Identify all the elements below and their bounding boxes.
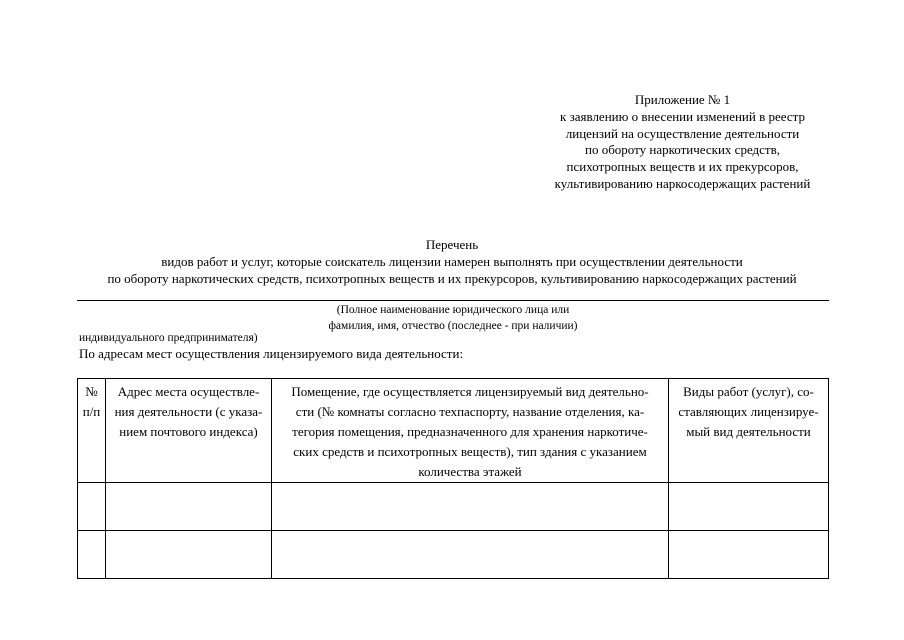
header-address <box>106 379 272 483</box>
table-cell <box>106 483 272 531</box>
header-line: Виды работ (услуг), со- <box>683 384 814 399</box>
hint-line: фамилия, имя, отчество (последнее - при наличии) <box>328 319 578 332</box>
header-line: Адрес места осуществле- <box>117 384 260 399</box>
header-line: количества этажей <box>418 464 522 479</box>
table-row <box>78 483 829 531</box>
table-cell <box>78 531 106 579</box>
title-line: видов работ и услуг, которые соискатель лицензии намерен выполнять при осуществлении деятельности <box>161 254 743 269</box>
header-line: нием почтового индекса) <box>119 424 258 439</box>
header-work-types <box>669 379 829 483</box>
header-line: ставляющих лицензируе- <box>678 404 819 419</box>
appendix-line: лицензий на осуществление деятельности <box>565 125 800 141</box>
table-cell <box>272 531 669 579</box>
addresses-label: По адресам мест осуществления лицензируемого вида деятельности: <box>79 346 464 361</box>
title-line: Перечень <box>425 237 479 252</box>
header-number <box>78 379 106 483</box>
header-line: п/п <box>82 404 101 419</box>
header-premises <box>272 379 669 483</box>
title-line: по обороту наркотических средств, психотропных веществ и их прекурсоров, культивированию наркосодержащих растений <box>107 271 797 286</box>
hint-line: (Полное наименование юридического лица или <box>336 304 570 316</box>
table-cell <box>669 531 829 579</box>
document-title <box>40 236 864 287</box>
table-cell <box>272 483 669 531</box>
table-cell <box>78 483 106 531</box>
appendix-caption <box>535 92 830 193</box>
header-line: сти (№ комнаты согласно техпаспорту, название отделения, ка- <box>295 404 645 419</box>
applicant-name-line <box>77 300 829 301</box>
header-line: тегория помещения, предназначенного для хранения наркотиче- <box>292 424 648 439</box>
hint-continuation: индивидуального предпринимателя) <box>79 332 258 344</box>
header-line: Помещение, где осуществляется лицензируемый вид деятельно- <box>291 384 649 399</box>
appendix-line: к заявлению о внесении изменений в реестр <box>560 108 805 124</box>
header-line: № <box>85 384 98 399</box>
table-cell <box>669 483 829 531</box>
appendix-line: культивированию наркосодержащих растений <box>554 175 811 191</box>
table-header-row <box>78 379 829 483</box>
header-line: ских средств и психотропных веществ), тип здания с указанием <box>293 444 647 459</box>
header-line: мый вид деятельности <box>686 424 811 439</box>
applicant-name-hint <box>253 303 653 334</box>
appendix-line: психотропных веществ и их прекурсоров, <box>566 159 799 175</box>
table-row <box>78 531 829 579</box>
table-cell <box>106 531 272 579</box>
header-line: ния деятельности (с указа- <box>114 404 263 419</box>
appendix-line: Приложение № 1 <box>634 92 731 107</box>
appendix-line: по обороту наркотических средств, <box>584 142 780 158</box>
activity-sites-table <box>77 378 829 579</box>
